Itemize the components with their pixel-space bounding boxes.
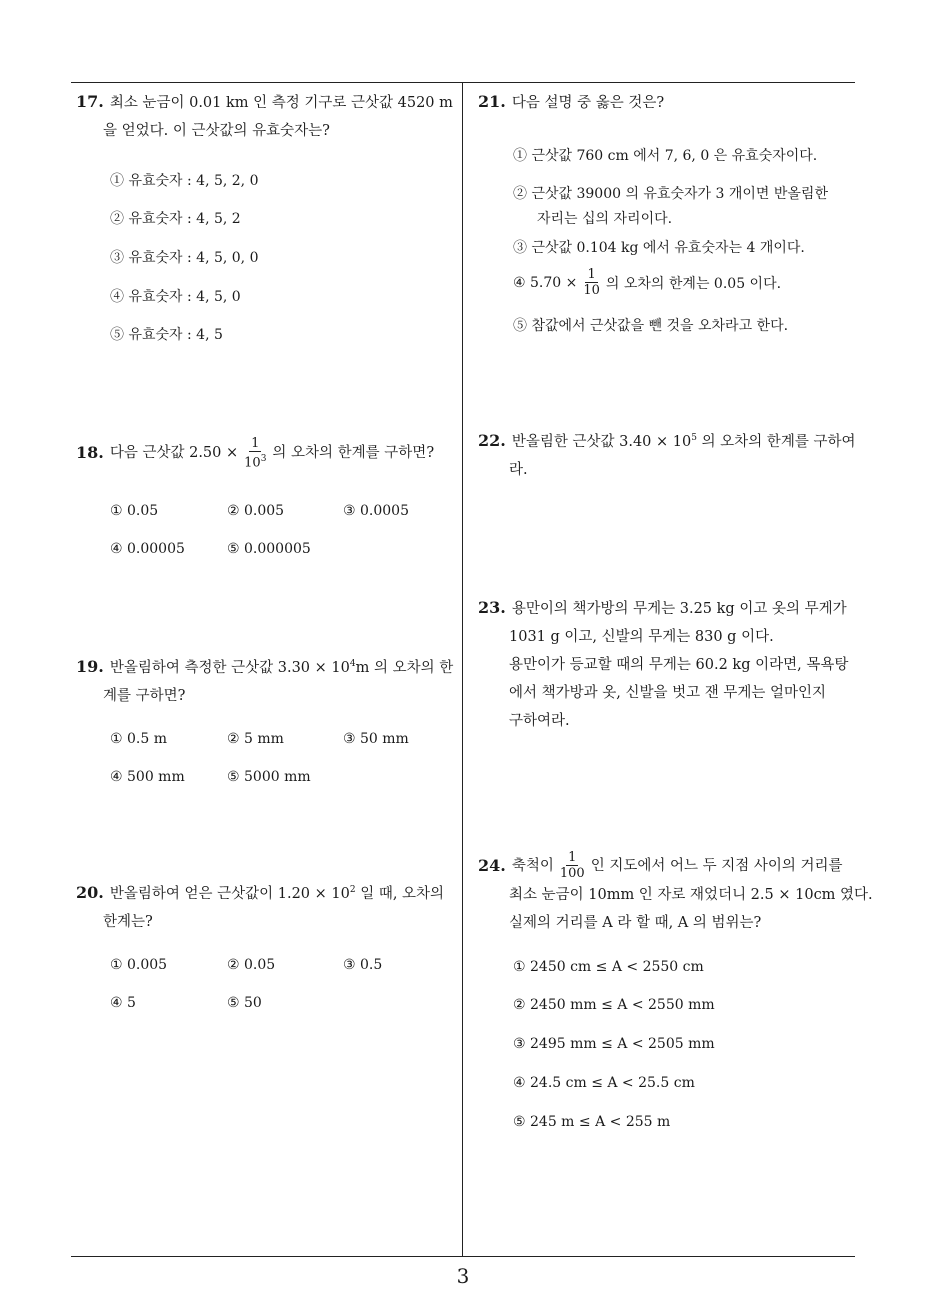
option-2[interactable]: ② 0.005 (227, 503, 285, 519)
fraction-numerator: 1 (587, 267, 596, 282)
option-1[interactable]: ① 2450 cm ≤ A < 2550 cm (513, 959, 704, 975)
option-4[interactable]: ④ 유효숫자 : 4, 5, 0 (110, 289, 241, 305)
option-5[interactable]: ⑤ 245 m ≤ A < 255 m (513, 1114, 671, 1130)
question-number: 22. (478, 430, 506, 450)
question-text: 축척이 (511, 857, 554, 874)
option-2[interactable]: ② 유효숫자 : 4, 5, 2 (110, 211, 241, 227)
bottom-rule (71, 1256, 855, 1257)
question-text: 의 오차의 한계를 구하여 (701, 433, 856, 450)
question-21 (478, 88, 664, 117)
option-1[interactable]: ① 0.005 (110, 957, 168, 973)
question-text: 최소 눈금이 10mm 인 자로 재었더니 2.5 × 10cm 였다. (509, 887, 873, 903)
exponent: 5 (691, 433, 697, 443)
question-text: 용만이의 책가방의 무게는 3.25 kg 이고 옷의 무게가 (511, 601, 847, 617)
question-text: 실제의 거리를 A 라 할 때, A 의 범위는? (509, 915, 762, 931)
column-divider (462, 82, 463, 1256)
option-5[interactable]: ⑤ 0.000005 (227, 541, 311, 557)
option-3[interactable]: ③ 0.0005 (343, 503, 409, 519)
option-3[interactable]: ③ 50 mm (343, 731, 409, 747)
question-19 (76, 650, 453, 710)
option-1[interactable]: ① 근삿값 760 cm 에서 7, 6, 0 은 유효숫자이다. (513, 148, 818, 164)
question-text: 반올림한 근삿값 3.40 × 10 (511, 433, 692, 450)
question-23 (478, 594, 848, 735)
question-number: 23. (478, 598, 506, 617)
question-text: m 의 오차의 한 (355, 659, 454, 676)
question-text: 계를 구하면? (103, 687, 186, 704)
option-4[interactable]: ④ 24.5 cm ≤ A < 25.5 cm (513, 1075, 695, 1091)
question-text: 의 오차의 한계를 구하면? (272, 445, 435, 462)
question-text: 1031 g 이고, 신발의 무게는 830 g 이다. (509, 629, 774, 645)
option-2-continued: 자리는 십의 자리이다. (537, 211, 673, 227)
option-5[interactable]: ⑤ 유효숫자 : 4, 5 (110, 327, 223, 343)
fraction-denominator: 100 (559, 866, 585, 881)
question-text: 구하여라. (509, 713, 570, 729)
exponent: 2 (349, 885, 356, 895)
question-number: 21. (478, 92, 506, 111)
option-2[interactable]: ② 2450 mm ≤ A < 2550 mm (513, 997, 715, 1013)
question-number: 19. (76, 656, 104, 676)
option-3[interactable]: ③ 유효숫자 : 4, 5, 0, 0 (110, 250, 259, 266)
fraction (558, 850, 587, 881)
fraction-numerator: 1 (251, 436, 260, 451)
option-5[interactable]: ⑤ 참값에서 근삿값을 뺀 것을 오차라고 한다. (513, 318, 789, 334)
option-1[interactable]: ① 0.5 m (110, 731, 167, 747)
question-text: 을 얻었다. 이 근삿값의 유효숫자는? (103, 123, 330, 139)
question-22 (478, 424, 855, 484)
option-1[interactable]: ① 0.05 (110, 503, 159, 519)
option-5[interactable]: ⑤ 50 (227, 995, 262, 1011)
option-text: ④ 5.70 × (513, 274, 578, 291)
option-3[interactable]: ③ 0.5 (343, 957, 383, 973)
option-4[interactable] (513, 267, 781, 298)
question-24 (478, 850, 873, 937)
question-18 (76, 436, 434, 470)
option-2[interactable]: ② 0.05 (227, 957, 276, 973)
question-text: 다음 설명 중 옳은 것은? (511, 95, 665, 111)
option-4[interactable]: ④ 500 mm (110, 769, 185, 785)
exponent: 4 (349, 659, 356, 669)
question-text: 다음 근삿값 2.50 × (109, 445, 239, 462)
question-number: 24. (478, 855, 506, 875)
question-text: 한계는? (103, 913, 153, 930)
question-text: 최소 눈금이 0.01 km 인 측정 기구로 근삿값 4520 m (109, 95, 453, 111)
question-text: 인 지도에서 어느 두 지점 사이의 거리를 (590, 857, 843, 874)
option-1[interactable]: ① 유효숫자 : 4, 5, 2, 0 (110, 173, 259, 189)
page-number: 3 (456, 1264, 470, 1288)
question-text: 반올림하여 측정한 근삿값 3.30 × 10 (109, 659, 350, 676)
question-number: 17. (76, 92, 104, 111)
fraction-denominator: 10 (583, 283, 600, 298)
option-2[interactable]: ② 5 mm (227, 731, 284, 747)
option-5[interactable]: ⑤ 5000 mm (227, 769, 311, 785)
question-text: 용만이가 등교할 때의 무게는 60.2 kg 이라면, 목욕탕 (509, 657, 849, 673)
question-text: 라. (509, 461, 528, 478)
fraction-denominator: $10^3$ (244, 454, 267, 471)
fraction (242, 436, 268, 470)
option-3[interactable]: ③ 2495 mm ≤ A < 2505 mm (513, 1036, 715, 1052)
option-4[interactable]: ④ 5 (110, 995, 136, 1011)
question-number: 20. (76, 882, 104, 902)
question-number: 18. (76, 443, 104, 463)
question-20 (76, 876, 444, 936)
question-text: 에서 책가방과 옷, 신발을 벗고 잰 무게는 얼마인지 (509, 685, 827, 701)
fraction-numerator: 1 (568, 850, 577, 865)
question-17 (76, 88, 453, 145)
option-text: 의 오차의 한계는 0.05 이다. (605, 275, 782, 292)
question-text: 반올림하여 얻은 근삿값이 1.20 × 10 (109, 885, 350, 902)
option-3[interactable]: ③ 근삿값 0.104 kg 에서 유효숫자는 4 개이다. (513, 240, 805, 256)
top-rule (71, 82, 855, 83)
fraction (581, 267, 602, 298)
option-2[interactable]: ② 근삿값 39000 의 유효숫자가 3 개이면 반올림한 (513, 186, 828, 202)
option-4[interactable]: ④ 0.00005 (110, 541, 185, 557)
question-text: 일 때, 오차의 (360, 885, 445, 902)
